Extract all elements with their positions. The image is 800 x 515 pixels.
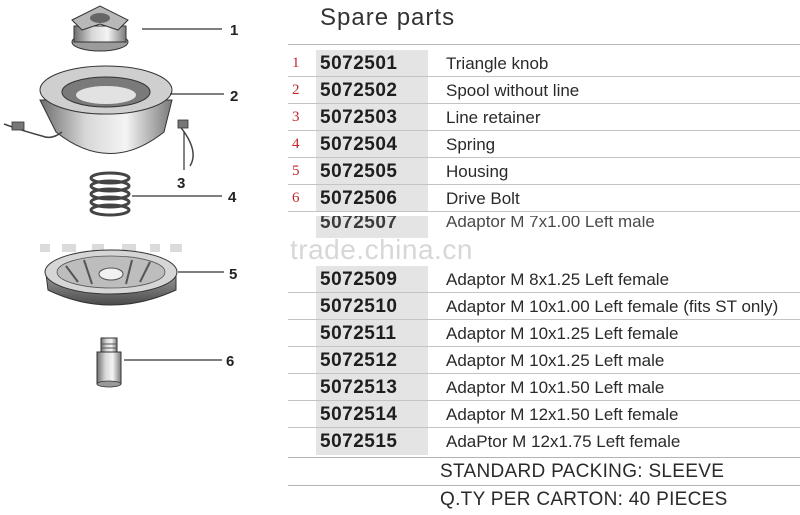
part-description: Line retainer: [446, 108, 541, 127]
row-index: 3: [292, 109, 300, 125]
part-code: 5072502: [320, 80, 398, 101]
row-divider: [288, 211, 800, 212]
part-description: Triangle knob: [446, 54, 549, 73]
part-code: 5072507: [320, 216, 398, 233]
table-row: [288, 185, 800, 212]
page-title: Spare parts: [320, 4, 456, 31]
part-description: Adaptor M 10x1.25 Left female: [446, 324, 679, 343]
table-row: [288, 50, 800, 77]
exploded-parts-diagram: [0, 0, 270, 515]
table-row: [288, 266, 800, 293]
part-code: 5072513: [320, 377, 398, 398]
part-description: Adaptor M 10x1.00 Left female (fits ST only): [446, 297, 779, 316]
spool-part: [4, 66, 193, 166]
row-index: 2: [292, 82, 300, 98]
part-code: 5072503: [320, 107, 398, 128]
footer-divider: [288, 485, 800, 486]
row-index: 6: [292, 190, 300, 206]
part-code: 5072514: [320, 404, 398, 425]
title-divider: [288, 44, 800, 45]
triangle-knob-part: [72, 6, 128, 51]
carton-quantity-text: Q.TY PER CARTON: 40 PIECES: [440, 489, 728, 510]
part-description: Housing: [446, 162, 509, 181]
part-description: Spring: [446, 135, 496, 154]
footer-divider: [288, 457, 800, 458]
part-description: Drive Bolt: [446, 189, 520, 208]
table-row: [288, 374, 800, 401]
table-row: [288, 401, 800, 428]
part-code: 5072501: [320, 53, 398, 74]
callout-4: 4: [228, 189, 237, 206]
row-index: 1: [292, 55, 300, 71]
row-index: 4: [292, 136, 300, 152]
part-code: 5072504: [320, 134, 398, 155]
housing-part: [45, 250, 177, 305]
table-row: [288, 347, 800, 374]
part-description: Adaptor M 7x1.00 Left male: [446, 216, 655, 231]
part-code: 5072509: [320, 269, 398, 290]
spring-part: [91, 173, 129, 215]
table-row: [288, 428, 800, 455]
carton-info: [288, 485, 800, 513]
watermark: trade.china.cn: [290, 234, 473, 265]
table-row: [288, 104, 800, 131]
callout-5: 5: [229, 266, 238, 283]
part-description: Adaptor M 12x1.50 Left female: [446, 405, 679, 424]
part-description: Adaptor M 10x1.50 Left male: [446, 378, 665, 397]
callout-3: 3: [177, 175, 186, 192]
standard-packing-text: STANDARD PACKING: SLEEVE: [440, 461, 725, 482]
callout-2: 2: [230, 88, 239, 105]
table-row: [288, 320, 800, 347]
drive-bolt-part: [97, 338, 121, 387]
part-code: 5072505: [320, 161, 398, 182]
table-row: [288, 293, 800, 320]
row-index: 5: [292, 163, 300, 179]
part-code: 5072510: [320, 296, 398, 317]
table-row: [288, 131, 800, 158]
packing-info: [288, 457, 800, 485]
part-description: Adaptor M 8x1.25 Left female: [446, 270, 670, 289]
part-description: Adaptor M 10x1.25 Left male: [446, 351, 665, 370]
part-code: 5072512: [320, 350, 398, 371]
callout-1: 1: [230, 22, 239, 39]
table-row: [288, 158, 800, 185]
part-code: 5072511: [320, 323, 397, 344]
part-code: 5072515: [320, 431, 398, 452]
table-row: [288, 77, 800, 104]
part-description: AdaPtor M 12x1.75 Left female: [446, 432, 681, 451]
part-description: Spool without line: [446, 81, 580, 100]
callout-6: 6: [226, 353, 235, 370]
part-code: 5072506: [320, 188, 398, 209]
